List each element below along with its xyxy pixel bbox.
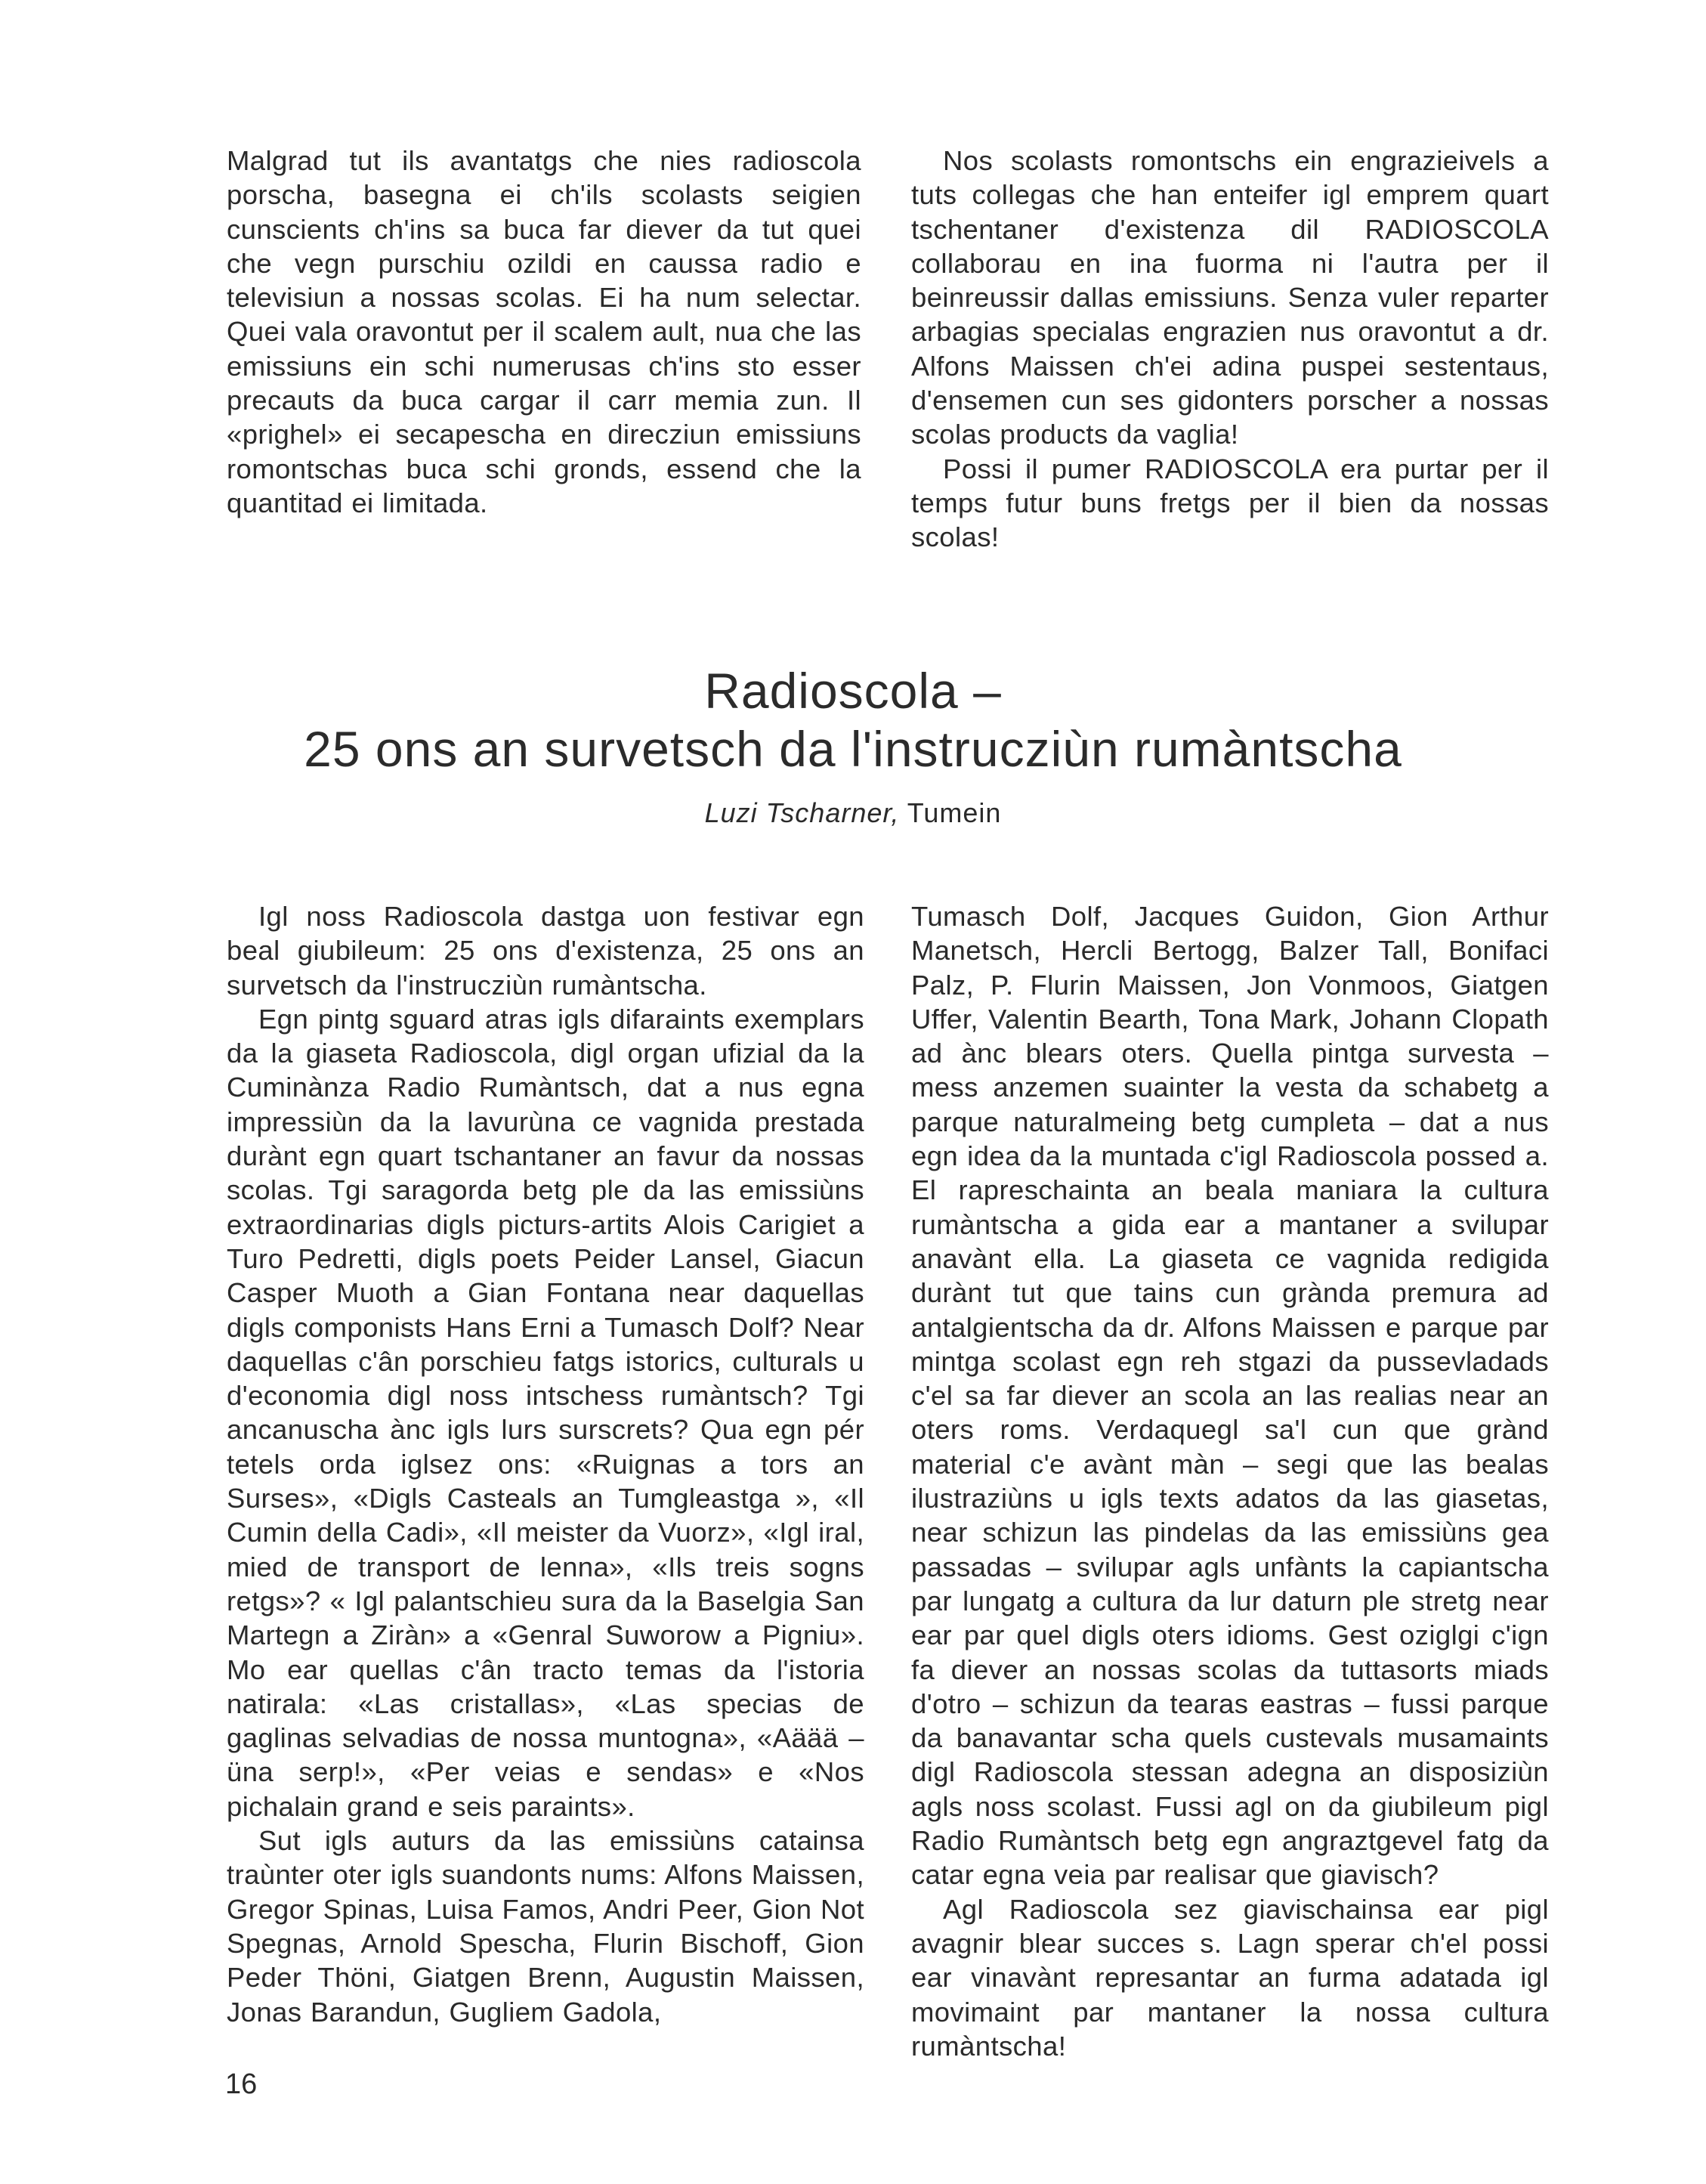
paragraph: Egn pintg sguard atras igls difaraints exemplars da la giaseta Radioscola, digl organ ufizial da la Cuminànza Radio Rumàntsch, dat a nus egna impressiùn da la lavurùna ce vagnida prestada durànt egn quart tschantaner an favur da nossas scolas. Tgi saragorda betg ple da las emissiùns extraordinarias digls picturs-artits Alois Carigiet a Turo Pedretti, digls poets Peider Lansel, Giacun Casper Muoth a Gian Fontana near daquellas digls componists Hans Erni a Tumasch Dolf? Near daquellas c'ân porschieu fatgs istorics, culturals u d'economia digl noss intschess rumàntsch? Tgi ancanuscha ànc igls lurs surscrets? Qua egn pér tetels orda iglsez ons: «Ruignas a tors an Surses», «Digls Casteals an Tumgleastga », «Il Cumin della Cadi», «Il meister da Vuorz», «Igl iral, mied de transport de lenna», «Ils treis sogns retgs»? « Igl palantschieu sura da la Baselgia San Martegn a Ziràn» a «Genral Suworow a Pigniu». Mo ear quellas c'ân tracto temas da l'istoria natirala: «Las cristallas», «Las specias de gaglinas selvadias de nossa muntogna», «Aäää – üna serp!», «Per veias e sendas» e «Nos pichalain grand e seis paraints».: [227, 1003, 864, 1822]
paragraph: Sut igls auturs da las emissiùns catainsa traùnter oter igls suandonts nums: Alfons Maissen, Gregor Spinas, Luisa Famos, Andri Peer, Gion Not Spegnas, Arnold Spescha, Flurin Bischoff, Gion Peder Thöni, Giatgen Brenn, Augustin Maissen, Jonas Barandun, Gugliem Gadola,: [227, 1825, 864, 2028]
top-left-column: [227, 144, 861, 520]
byline-place: Tumein: [899, 797, 1002, 828]
paragraph: Igl noss Radioscola dastga uon festivar egn beal giubileum: 25 ons d'existenza, 25 ons an survetsch da l'instrucziùn rumàntscha.: [227, 901, 864, 1001]
top-right-column: [911, 144, 1549, 555]
paragraph: Possi il pumer RADIOSCOLA era purtar per il temps futur buns fretgs per il bien da nossas scolas!: [911, 453, 1549, 553]
article-title-line-1: Radioscola –: [704, 663, 1002, 719]
byline: [0, 797, 1706, 830]
paragraph: Nos scolasts romontschs ein engrazieivels a tuts collegas che han enteifer igl emprem quart tschentaner d'existenza dil RADIOSCOLA collaborau en ina fuorma ni l'autra per il beinreussir dallas emissiuns. Senza vuler reparter arbagias specialas engrazien nus oravontut a dr. Alfons Maissen ch'ei adina puspei sestentaus, d'ensemen cun ses gidonters porscher a nossas scolas products da vaglia!: [911, 145, 1549, 450]
article-title-line-2: 25 ons an survetsch da l'instrucziùn rumàntscha: [304, 721, 1402, 777]
paragraph: Tumasch Dolf, Jacques Guidon, Gion Arthur Manetsch, Hercli Bertogg, Balzer Tall, Bonifaci Palz, P. Flurin Maissen, Jon Vonmoos, Giatgen Uffer, Valentin Bearth, Tona Mark, Johann Clopath ad ànc blears oters. Quella pintga survesta – mess anzemen suainter la vesta da schabetg a parque naturalmeing betg cumpleta – dat a nus egn idea da la muntada c'igl Radioscola possed a. El rapreschainta an beala maniara la cultura rumàntscha a gida ear a mantaner a svilupar anavànt ella. La giaseta ce vagnida redigida durànt tut que tains cun grànda premura ad antalgientscha da dr. Alfons Maissen e parque par mintga scolast egn reh stgazi da pussevladads c'el sa far diever an scola an las realias near an oters roms. Verdaquegl sa'l cun que grànd material c'e avànt màn – segi que las bealas ilustraziùns u igls texts adatos da las giasetas, near schizun las pindelas da las emissiùns gea passadas – svilupar agls unfànts la capiantscha par lungatg a cultura da lur daturn ple stretg near ear par quel digls oters idioms. Gest oziglgi c'ign fa diever an nossas scolas da tuttasorts miads d'otro – schizun da tearas eastras – fussi parque da banavantar scha quels custevals musamaints digl Radioscola stessan adegna an disposiziùn agls noss scolast. Fussi agl on da giubileum pigl Radio Rumàntsch betg egn angraztgevel fatg da catar egna veia par realisar que giavisch?: [911, 901, 1549, 1891]
paragraph: Agl Radioscola sez giavischainsa ear pigl avagnir blear succes s. Lagn sperar ch'el possi ear vinavànt represantar an furma adatada igl movimaint par mantaner la nossa cultura rumàntscha!: [911, 1893, 1549, 2062]
body-right-column: [911, 899, 1549, 2063]
body-left-column: [227, 899, 864, 2029]
page-number: 16: [225, 2068, 258, 2100]
paragraph: Malgrad tut ils avantatgs che nies radioscola porscha, basegna ei ch'ils scolasts seigien cunscients ch'ins sa buca far diever da tut quei che vegn purschiu ozildi en caussa radio e televisiun a nossas scolas. Ei ha num selectar. Quei vala oravontut per il scalem ault, nua che las emissiuns ein schi numerusas ch'ins sto esser precauts da buca cargar il carr memia zun. Il «prighel» ei secapescha en direcziun emissiuns romontschas buca schi gronds, essend che la quantitad ei limitada.: [227, 145, 861, 518]
byline-author: Luzi Tscharner,: [704, 797, 900, 828]
